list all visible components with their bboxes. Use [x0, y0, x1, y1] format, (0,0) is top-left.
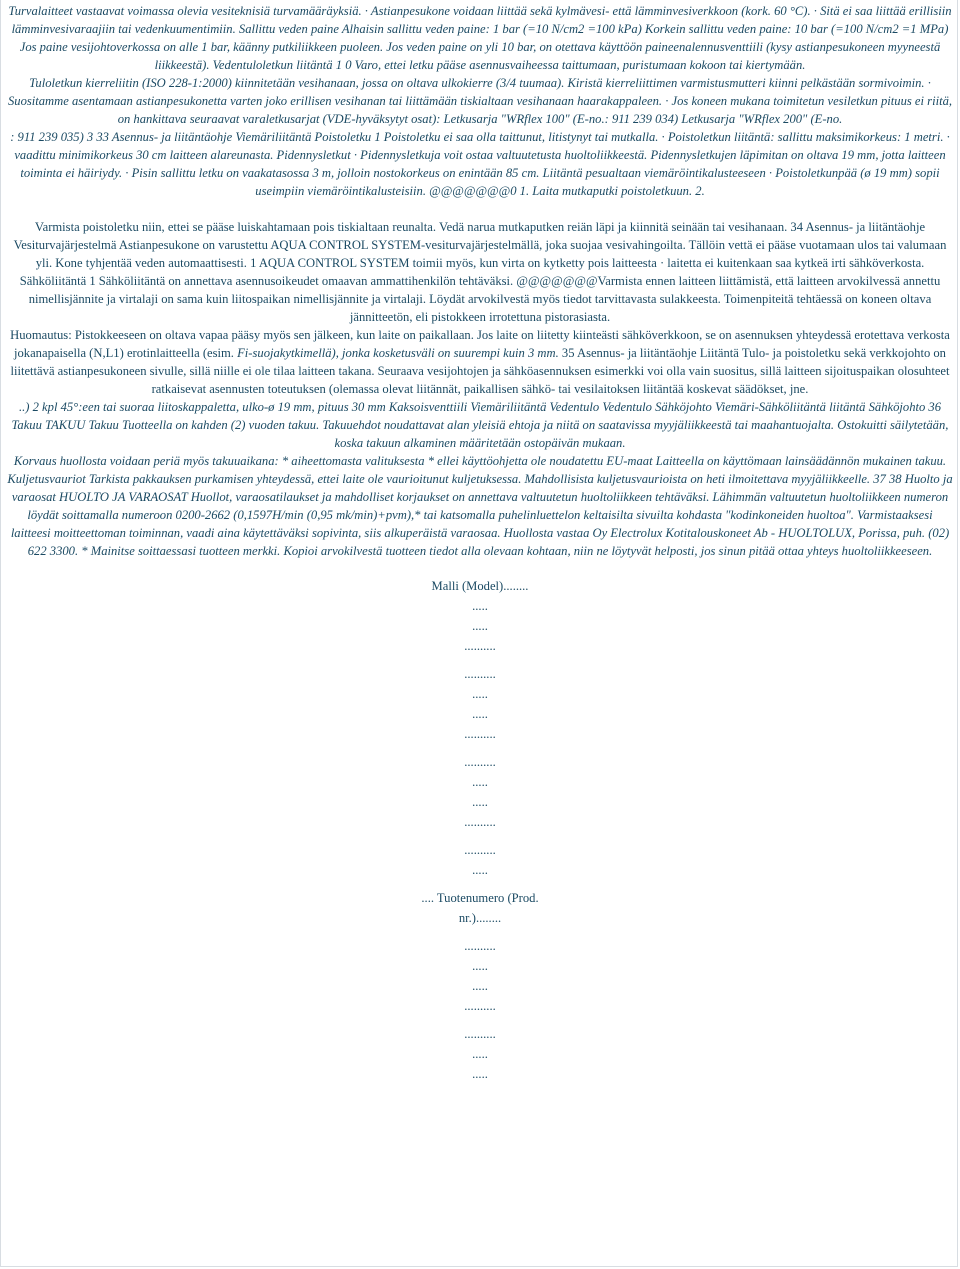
text-run: ..) 2 kpl 45°:een tai suoraa liitoskappaletta, ulko-ø 19 mm, pituus 30 mm Kaksoisventtiili Viemäriliitäntä Vedentulo Vedentulo Sähköjohto Viemäri-Sähköliitäntä liitäntä Sähköjohto 36 Takuu TAKUU Takuu Tuotteella on kahden (2) vuoden takuu. Takuuehdot noudattavat alan yleisiä ehtoja ja niitä on saatavissa myyjäliikkeestä tai maahantuojalta.: [11, 400, 942, 432]
text-run: Turvalaitteet vastaavat voimassa olevia vesiteknisiä turvamääräyksiä. · Astianpesukone voidaan liittää sekä kylmävesi- että lämminvesiverkkoon (kork. 60 °C). · Sitä ei saa liittää erillisiin lämminvesivaraajiin tai vedenkuumentimiin.: [8, 4, 952, 36]
paragraph-aqua-control: [6, 218, 954, 326]
dotted-line: .....: [472, 687, 488, 701]
paragraph-electrical-note: [6, 326, 954, 398]
model-label: Malli (Model)........: [431, 579, 529, 593]
text-run: Tuloletkun kierreliitin (ISO 228-1:2000) kiinnitetään vesihanaan, jossa on oltava ulkokierre (3/4 tuumaa).: [29, 76, 568, 90]
dotted-line: .....: [472, 599, 488, 613]
dotted-line: .....: [472, 1067, 488, 1081]
dotted-line: ..........: [464, 727, 496, 741]
text-run: Suositamme asentamaan astianpesukonetta varten joko erillisen vesihanan tai liittämään tiskialtaan vesihanaan haarakappaleen. · Jos koneen mukana toimitetun vesiletkun pituus ei riitä, on hankittava seuraavat varaletkusarjat (VDE-hyväksytyt osat): Letkusarja "WRflex 100" (E-no.: 911 239 034) Letkusarja "WRflex 200" (E-no.: [7, 94, 953, 126]
text-run: 37 38 Huolto ja varaosat HUOLTO JA VARAOSAT Huollot, varaosatilaukset ja mahdolliset korjaukset on annettava valtuutetun huoltoliikkeen tehtäväksi. Lähimmän valtuutetun huoltoliikkeen numeron löydät soittamalla numeroon 0200-2662 (0,1597H/min (0,95 mk/min)+pvm),* tai katsomalla puhelinluettelon keltaisilta sivuilta kohdasta "kodinkoneiden huoltoa". Varmistaaksesi laitteesi moitteettoman toiminnan, vaadi aina käytettäväksi sopivinta, siis alkuperäistä varaosaa. Huollosta vastaa Oy Electrolux Kotitalouskoneet Ab - HUOLTOLUX, Porissa, puh. (02) 622 3300. * Mainitse soittaessasi tuotteen merkki. Kopioi arvokilvestä tuotteen tiedot alla olevaan kohtaan, niin ne löytyvät helposti, jos sinun pitää ottaa yhteys huoltoliikkeeseen.: [10, 472, 953, 558]
dots-group: [6, 596, 954, 656]
dotted-line: .....: [472, 619, 488, 633]
text-run: Sallittu veden paine Alhaisin sallittu veden paine: 1 bar (=10 N/cm2 =100 kPa) Korkein sallittu veden paine: 10 bar (=100 N/cm2 =1 MPa) Jos paine vesijohtoverkossa on alle 1 bar, käänny putkiliikkeen puoleen. Jos veden paine on yli 10 bar, on otettava käyttöön paineenalennusventtiili (kysy astianpesukoneen myyneestä liikkeestä).: [19, 22, 949, 72]
dots-group: [6, 1024, 954, 1084]
rating-plate-form: [6, 568, 954, 1084]
dots-group: [6, 664, 954, 744]
dots-group: [6, 840, 954, 880]
text-run: Vedentuloletkun liitäntä 1 0 Varo, ettei letku pääse asennusvaiheessa taittumaan, puristumaan kokoon tai kiertymään.: [212, 58, 806, 72]
dotted-line: ..........: [464, 843, 496, 857]
dotted-line: .....: [472, 863, 488, 877]
dotted-line: ..........: [464, 999, 496, 1013]
dotted-line: ..........: [464, 639, 496, 653]
text-run: Kiristä kierreliittimen varmistusmutteri kiinni pelkästään sormivoimin. ·: [567, 76, 931, 90]
text-run: Huomautus: Pistokkeeseen on oltava vapaa pääsy myös sen jälkeen, kun laite on paikallaan. Jos laite on liitetty kiinteästi sähköverkkoon, se on asennuksen yhteydessä erotettava verkosta jokanapaisella (N,L1) erotinlaitteella (esim.: [10, 328, 950, 360]
paragraph-inlet-hose: [6, 74, 954, 128]
text-run: : 911 239 035) 3 33 Asennus- ja liitäntäohje Viemäriliitäntä Poistoletku 1 Poistoletku ei saa olla taittunut, litistynyt tai mutkalla. · Poistoletkun liitäntä: sallittu maksimikorkeus: 1 metri. · vaadittu minimikorkeus 30 cm laitteen alareunasta. Pidennysletkut · Pidennysletkuja voit ostaa valtuutetusta huoltoliikkeestä.: [10, 130, 950, 162]
document-content: [1, 0, 957, 1084]
paragraph-drain-hose: [6, 128, 954, 200]
dotted-line: .....: [472, 959, 488, 973]
text-run: Fi-suojakytkimellä), jonka kosketusväli on suurempi kuin 3 mm.: [237, 346, 562, 360]
dots-group: [6, 752, 954, 832]
dotted-line: .....: [472, 775, 488, 789]
dotted-line: ..........: [464, 755, 496, 769]
paragraph-service: [6, 452, 954, 560]
product-number-label: .... Tuotenumero (Prod.: [421, 891, 539, 905]
spacer: [6, 200, 954, 218]
paragraph-safety-pressure: [6, 2, 954, 74]
text-run: Korvaus huollosta voidaan periä myös takuuaikana: * aiheettomasta valituksesta * ellei käyttöohjetta ole noudatettu EU-maat Laitteella on käyttömaan lainsäädännön mukainen takuu. Kuljetusvauriot Tarkista pakkauksen purkamisen yhteydessä, ettei laite ole vaurioitunut kuljetuksessa. Mahdollisista kuljetusvaurioista on heti ilmoitettava myyjäliikkeelle.: [7, 454, 947, 486]
dots-group: [6, 936, 954, 1016]
dotted-line: .....: [472, 795, 488, 809]
dotted-line: ..........: [464, 1027, 496, 1041]
dotted-line: ..........: [464, 815, 496, 829]
dotted-line: .....: [472, 1047, 488, 1061]
dotted-line: ..........: [464, 667, 496, 681]
text-run: Varmista poistoletku niin, ettei se pääse luiskahtamaan pois tiskialtaan reunalta. Vedä narua mutkaputken reiän läpi ja kiinnitä seinään tai vesihanaan. 34 Asennus- ja liitäntäohje Vesiturvajärjestelmä Astianpesukone on varustettu AQUA CONTROL SYSTEM-vesiturvajärjestelmällä, joka suojaa vesivahingoilta. Tällöin vettä ei pääse vuotamaan ulos tai valumaan yli. Kone tyhjentää veden automaattisesti. 1 AQUA CONTROL SYSTEM toimii myös, kun virta on kytketty pois laitteesta · laitetta ei kuitenkaan saa kytkeä irti sähköverkosta. Sähköliitäntä 1 Sähköliitäntä on annettava asennusoikeudet omaavan ammattihenkilön tehtäväksi. @@@@@@@Varmista ennen laitteen liittämistä, että laitteen arvokilvessä annettu nimellisjännite ja virtalaji on sama kuin liitospaikan nimellisjännite ja virtalaji. Löydät arvokilvestä myös tiedot tarvittavasta sulakkeesta. Toimenpiteitä tehtäessä on koneen oltava jännitteetön, eli pistokkeen irrotettuna pistorasiasta.: [13, 220, 947, 324]
product-number-label-cont: nr.)........: [458, 911, 502, 925]
dotted-line: .....: [472, 979, 488, 993]
text-run: 35 Asennus- ja liitäntäohje Liitäntä Tulo- ja poistoletku sekä verkkojohto on liitettävä astianpesukoneen sivulle, sillä niille ei ole tilaa laitteen takana. Seuraava vesijohtojen ja sähköasennuksen esimerkki voi olla vain suositus, sillä laitteen sijoituspaikan olosuhteet ratkaisevat asennusten toteutuksen (olemassa olevat liitännät, paikallisen sähkö- tai vesilaitoksen liitäntää koskevat säädökset, jne.: [10, 346, 950, 396]
text-run: Ostokuitti säilytetään, koska takuun alkaminen määritetään ostopäivän mukaan.: [334, 418, 949, 450]
dotted-line: ..........: [464, 939, 496, 953]
dotted-line: .....: [472, 707, 488, 721]
paragraph-warranty: [6, 398, 954, 452]
text-run: Pidennysletkujen läpimitan on oltava 19 mm, jotta laitteen toiminta ei häiriydy. · Pisin sallittu letku on vaakatasossa 3 m, jolloin nostokorkeus on enintään 85 cm. Liitäntä pesualtaan viemäröintikalusteeseen · Poistoletkunpää (ø 19 mm) sopii useimpiin viemäröintikalusteisiin. @@@@@@@0 1. Laita mutkaputki poistoletkuun. 2.: [20, 148, 946, 198]
